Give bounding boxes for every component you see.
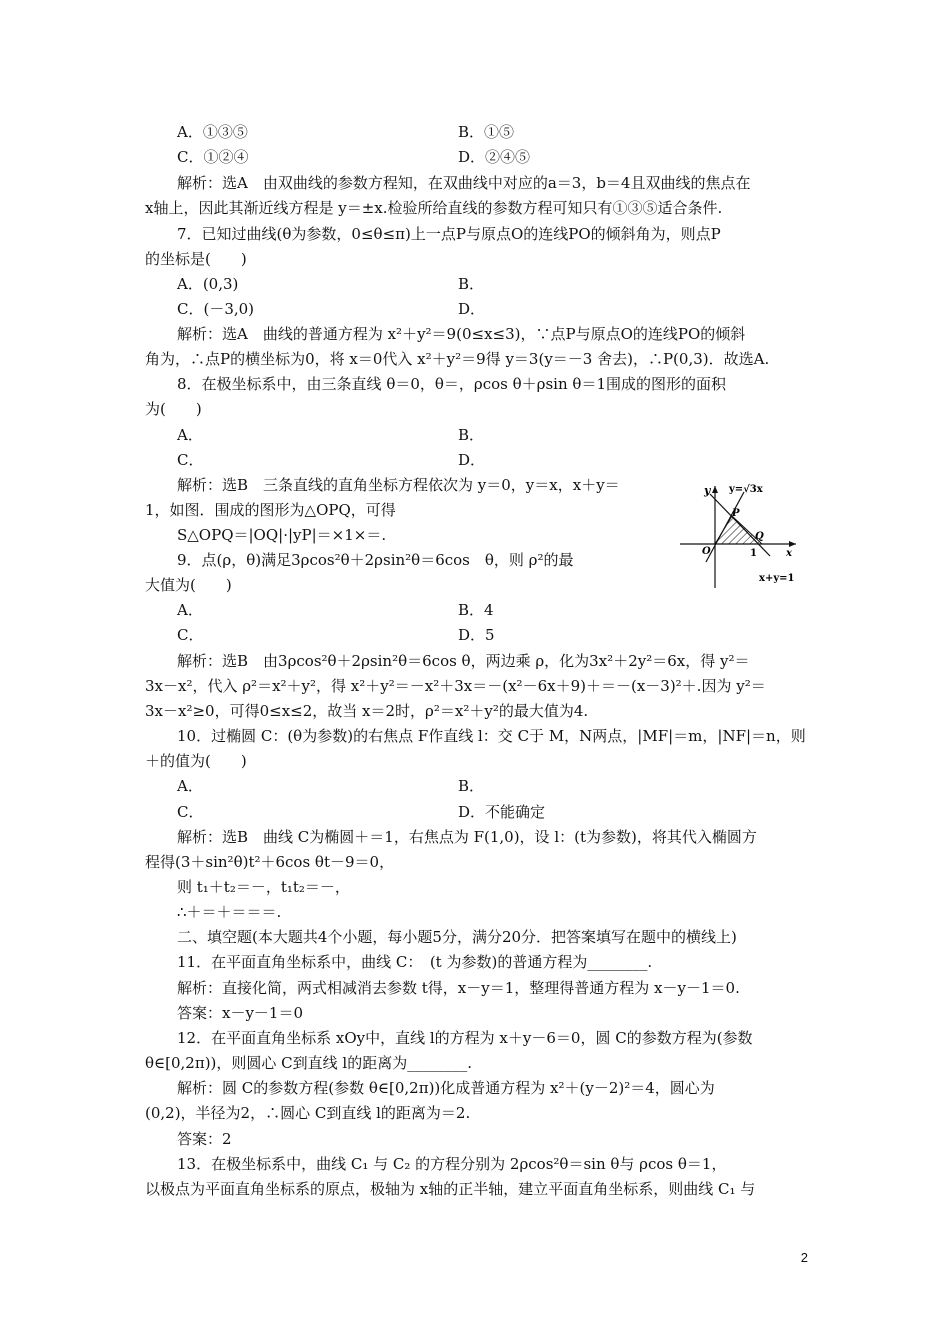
- q10-question-line: 10．过椭圆 C：(θ为参数)的右焦点 F作直线 l：交 C于 M，N两点，|MF|＝m，|NF|＝n，则: [177, 727, 806, 745]
- q12-solution-line: 解析：圆 C的参数方程(参数 θ∈[0,2π))化成普通方程为 x²＋(y－2)²＝4，圆心为: [177, 1079, 715, 1097]
- q10-question-line: ＋的值为( ): [145, 752, 247, 770]
- q11-answer: 答案：x－y－1＝0: [177, 1004, 304, 1022]
- q13-question-line: 以极点为平面直角坐标系的原点，极轴为 x轴的正半轴，建立平面直角坐标系，则曲线 C₁ 与: [145, 1180, 756, 1198]
- q12-answer: 答案：2: [177, 1130, 232, 1148]
- q6-option-b: B．①⑤: [458, 123, 515, 141]
- q7-solution-line: 角为，∴点P的横坐标为0，将 x＝0代入 x²＋y²＝9得 y＝3(y＝－3 舍去)，∴P(0,3)．故选A.: [145, 350, 770, 368]
- q9-question-line: 大值为( ): [145, 576, 232, 594]
- q12-solution-line: (0,2)，半径为2，∴圆心 C到直线 l的距离为＝2.: [145, 1104, 471, 1122]
- q7-option-d: D．: [458, 300, 486, 318]
- q7-option-b: B．: [458, 275, 485, 293]
- q9-question-line: 9．点(ρ，θ)满足3ρcos²θ＋2ρsin²θ＝6cos θ，则 ρ²的最: [177, 551, 574, 569]
- q6-option-d: D．②④⑤: [458, 148, 531, 166]
- page-number: 2: [800, 1250, 808, 1265]
- q10-solution-line: 解析：选B 曲线 C为椭圆＋＝1，右焦点为 F(1,0)，设 l：(t为参数)，将其代入椭圆方: [177, 828, 757, 846]
- point-q-label: Q: [755, 531, 764, 542]
- q8-option-b: B．: [458, 426, 485, 444]
- q8-solution-line: 1，如图．围成的图形为△OPQ，可得: [145, 501, 396, 519]
- q6-solution-line: 解析：选A 由双曲线的参数方程知，在双曲线中对应的a＝3，b＝4且双曲线的焦点在: [177, 174, 751, 192]
- q8-option-d: D．: [458, 451, 486, 469]
- q12-question-line: 12．在平面直角坐标系 xOy中，直线 l的方程为 x＋y－6＝0，圆 C的参数方程为(参数: [177, 1029, 753, 1047]
- q9-option-a: A．: [177, 601, 203, 619]
- q12-question-line: θ∈[0,2π))，则圆心 C到直线 l的距离为________.: [145, 1054, 472, 1072]
- q10-solution-line: 程得(3＋sin²θ)t²＋6cos θt－9＝0，: [145, 853, 395, 871]
- q8-option-a: A．: [177, 426, 203, 444]
- q10-solution-line: 则 t₁＋t₂＝－，t₁t₂＝－，: [177, 878, 350, 896]
- section-heading: 二、填空题(本大题共4个小题，每小题5分，满分20分．把答案填写在题中的横线上): [177, 928, 737, 946]
- q10-option-c: C．: [177, 803, 204, 821]
- y-axis-label: y: [704, 484, 711, 497]
- q7-option-c: C．(－3,0): [177, 300, 255, 318]
- q11-solution-line: 解析：直接化简，两式相减消去参数 t得，x－y＝1，整理得普通方程为 x－y－1＝0.: [177, 979, 740, 997]
- q9-solution-line: 3x－x²≥0，可得0≤x≤2，故当 x＝2时，ρ²＝x²＋y²的最大值为4.: [145, 702, 589, 720]
- q9-option-b: B．4: [458, 601, 494, 619]
- q9-solution-line: 解析：选B 由3ρcos²θ＋2ρsin²θ＝6cos θ，两边乘 ρ，化为3x²＋2y²＝6x，得 y²＝: [177, 652, 750, 670]
- line-x-plus-y: [710, 494, 770, 556]
- q13-question-line: 13．在极坐标系中，曲线 C₁ 与 C₂ 的方程分别为 2ρcos²θ＝sin θ与 ρcos θ＝1，: [177, 1155, 727, 1173]
- q6-option-c: C．①②④: [177, 148, 249, 166]
- q10-solution-line: ∴＋＝＋＝＝＝.: [177, 903, 282, 921]
- origin-label: O: [702, 546, 711, 557]
- line-label-sqrt3x: y=√3x: [729, 484, 763, 495]
- q7-option-a: A．(0,3): [177, 275, 239, 293]
- q10-option-a: A．: [177, 777, 203, 795]
- q10-option-b: B．: [458, 777, 485, 795]
- q7-solution-line: 解析：选A 曲线的普通方程为 x²＋y²＝9(0≤x≤3)，∵点P与原点O的连线PO的倾斜: [177, 325, 746, 343]
- q7-question-line: 7．已知过曲线(θ为参数，0≤θ≤π)上一点P与原点O的连线PO的倾斜角为，则点P: [177, 225, 721, 243]
- line-label-x-plus-y: x+y=1: [759, 573, 795, 584]
- q7-question-line: 的坐标是( ): [145, 250, 247, 268]
- q8-question-line: 8．在极坐标系中，由三条直线 θ＝0，θ＝，ρcos θ＋ρsin θ＝1围成的图形的面积: [177, 375, 726, 393]
- q10-option-d: D．不能确定: [458, 803, 546, 821]
- q9-option-d: D．5: [458, 626, 495, 644]
- q9-solution-line: 3x－x²，代入 ρ²＝x²＋y²，得 x²＋y²＝－x²＋3x＝－(x²－6x＋9)＋＝－(x－3)²＋.因为 y²＝: [145, 677, 766, 695]
- q9-option-c: C．: [177, 626, 204, 644]
- q11-question-line: 11．在平面直角坐标系中，曲线 C： (t 为参数)的普通方程为________.: [177, 953, 653, 971]
- y-axis-arrow: [712, 486, 718, 493]
- q8-solution-line: S△OPQ＝|OQ|·|yP|＝×1×＝.: [177, 526, 387, 544]
- q6-solution-line: x轴上，因此其渐近线方程是 y＝±x.检验所给直线的参数方程可知只有①③⑤适合条件.: [145, 199, 723, 217]
- x-axis-arrow: [789, 541, 796, 547]
- tick-one-label: 1: [750, 548, 757, 559]
- q6-option-a: A．①③⑤: [177, 123, 248, 141]
- q8-question-line: 为( ): [145, 400, 202, 418]
- point-p-label: P: [732, 508, 740, 519]
- x-axis-label: x: [786, 548, 792, 559]
- q8-option-c: C．: [177, 451, 204, 469]
- triangle-figure: [674, 478, 800, 590]
- q8-solution-line: 解析：选B 三条直线的直角坐标方程依次为 y＝0，y＝x，x＋y＝: [177, 476, 620, 494]
